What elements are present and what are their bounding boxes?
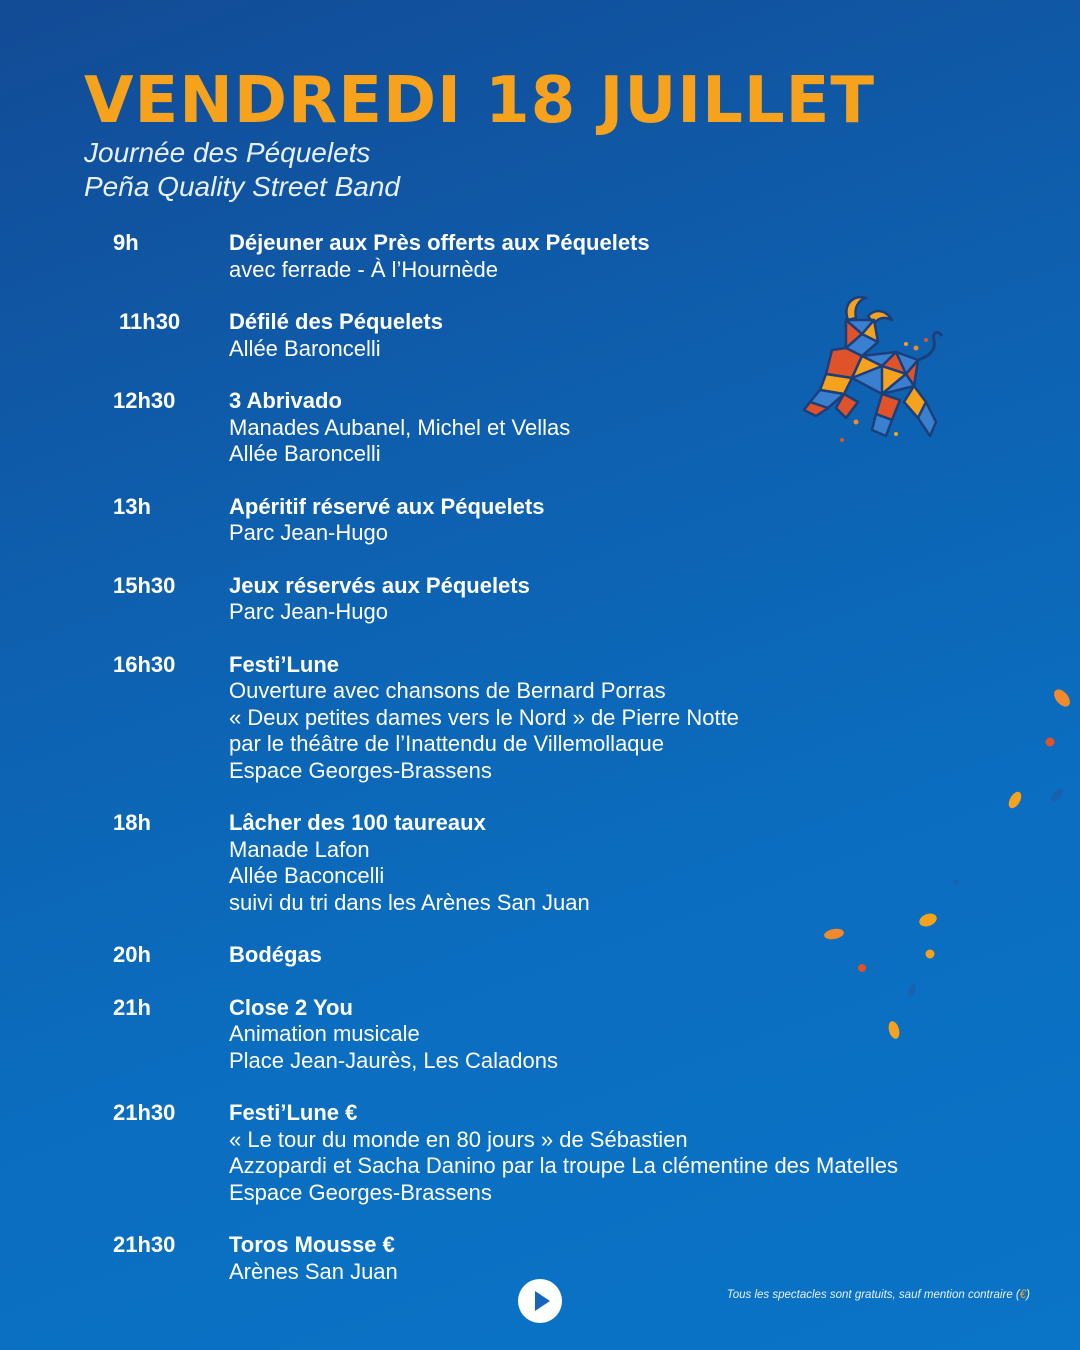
event-detail: « Deux petites dames vers le Nord » de Pierre Notte	[229, 704, 739, 730]
event-item	[113, 995, 1013, 1075]
event-item	[113, 1232, 1013, 1285]
event-detail: Allée Baroncelli	[229, 441, 381, 466]
event-title: Close 2 You	[229, 994, 353, 1020]
bull-mosaic-icon	[796, 290, 961, 455]
event-time: 16h30	[113, 651, 176, 677]
subtitle-band: Peña Quality Street Band	[84, 171, 400, 202]
footer-note-text: Tous les spectacles sont gratuits, sauf mention contraire (	[726, 1289, 1020, 1301]
event-time: 21h	[113, 994, 151, 1020]
event-detail: Ouverture avec chansons de Bernard Porras	[229, 678, 666, 703]
footer-note-end: )	[1026, 1289, 1030, 1301]
footer-euro-symbol: €	[1019, 1289, 1027, 1301]
subtitle-day-name: Journée des Péquelets	[84, 137, 371, 168]
event-title: Toros Mousse €	[229, 1232, 395, 1257]
event-title: Festi’Lune €	[229, 1100, 358, 1125]
header	[84, 66, 875, 204]
event-title: Apéritif réservé aux Péquelets	[229, 493, 545, 519]
event-time: 9h	[113, 230, 139, 255]
event-detail: Espace Georges-Brassens	[229, 1179, 492, 1205]
event-detail: Manades Aubanel, Michel et Vellas	[229, 414, 571, 440]
footer-note	[727, 1289, 1030, 1301]
event-time: 18h	[113, 810, 151, 835]
event-time: 11h30	[119, 309, 181, 334]
event-detail: Espace Georges-Brassens	[229, 757, 492, 783]
event-time: 15h30	[113, 572, 176, 598]
event-detail: Allée Baconcelli	[229, 863, 385, 888]
event-detail: suivi du tri dans les Arènes San Juan	[229, 889, 590, 915]
event-item	[113, 1100, 1013, 1206]
event-detail: avec ferrade - À l’Hournède	[229, 256, 499, 282]
event-detail: Place Jean-Jaurès, Les Caladons	[229, 1047, 558, 1073]
event-detail: Parc Jean-Hugo	[229, 599, 388, 624]
event-title: Défilé des Péquelets	[229, 309, 443, 334]
event-time: 12h30	[113, 388, 176, 413]
event-time: 13h	[113, 493, 151, 519]
event-item	[113, 494, 1013, 547]
event-detail: Allée Baroncelli	[229, 335, 381, 361]
event-title: Lâcher des 100 taureaux	[229, 810, 486, 835]
event-detail: Animation musicale	[229, 1021, 420, 1046]
event-item	[113, 573, 1013, 626]
event-item	[113, 230, 1013, 283]
event-time: 21h30	[113, 1232, 176, 1257]
event-detail: « Le tour du monde en 80 jours » de Sébastien	[229, 1126, 688, 1152]
event-time: 20h	[113, 942, 151, 967]
event-title: 3 Abrivado	[229, 388, 342, 413]
event-item	[113, 652, 1013, 785]
event-detail: Parc Jean-Hugo	[229, 520, 388, 545]
event-title: Déjeuner aux Près offerts aux Péquelets	[229, 230, 650, 255]
event-title: Festi’Lune	[229, 651, 340, 677]
event-time: 21h30	[113, 1100, 176, 1125]
event-title: Jeux réservés aux Péquelets	[229, 572, 530, 598]
page-title: VENDREDI 18 JUILLET	[84, 64, 876, 138]
event-detail: Azzopardi et Sacha Danino par la troupe La clémentine des Matelles	[229, 1153, 898, 1178]
event-title: Bodégas	[229, 942, 322, 967]
play-icon	[518, 1279, 562, 1323]
event-detail: Manade Lafon	[229, 836, 370, 862]
event-item	[113, 810, 1013, 916]
event-detail: par le théâtre de l’Inattendu de Villemollaque	[229, 731, 665, 756]
event-detail: Arènes San Juan	[229, 1258, 398, 1284]
play-button[interactable]	[518, 1279, 562, 1323]
event-item	[113, 942, 1013, 969]
